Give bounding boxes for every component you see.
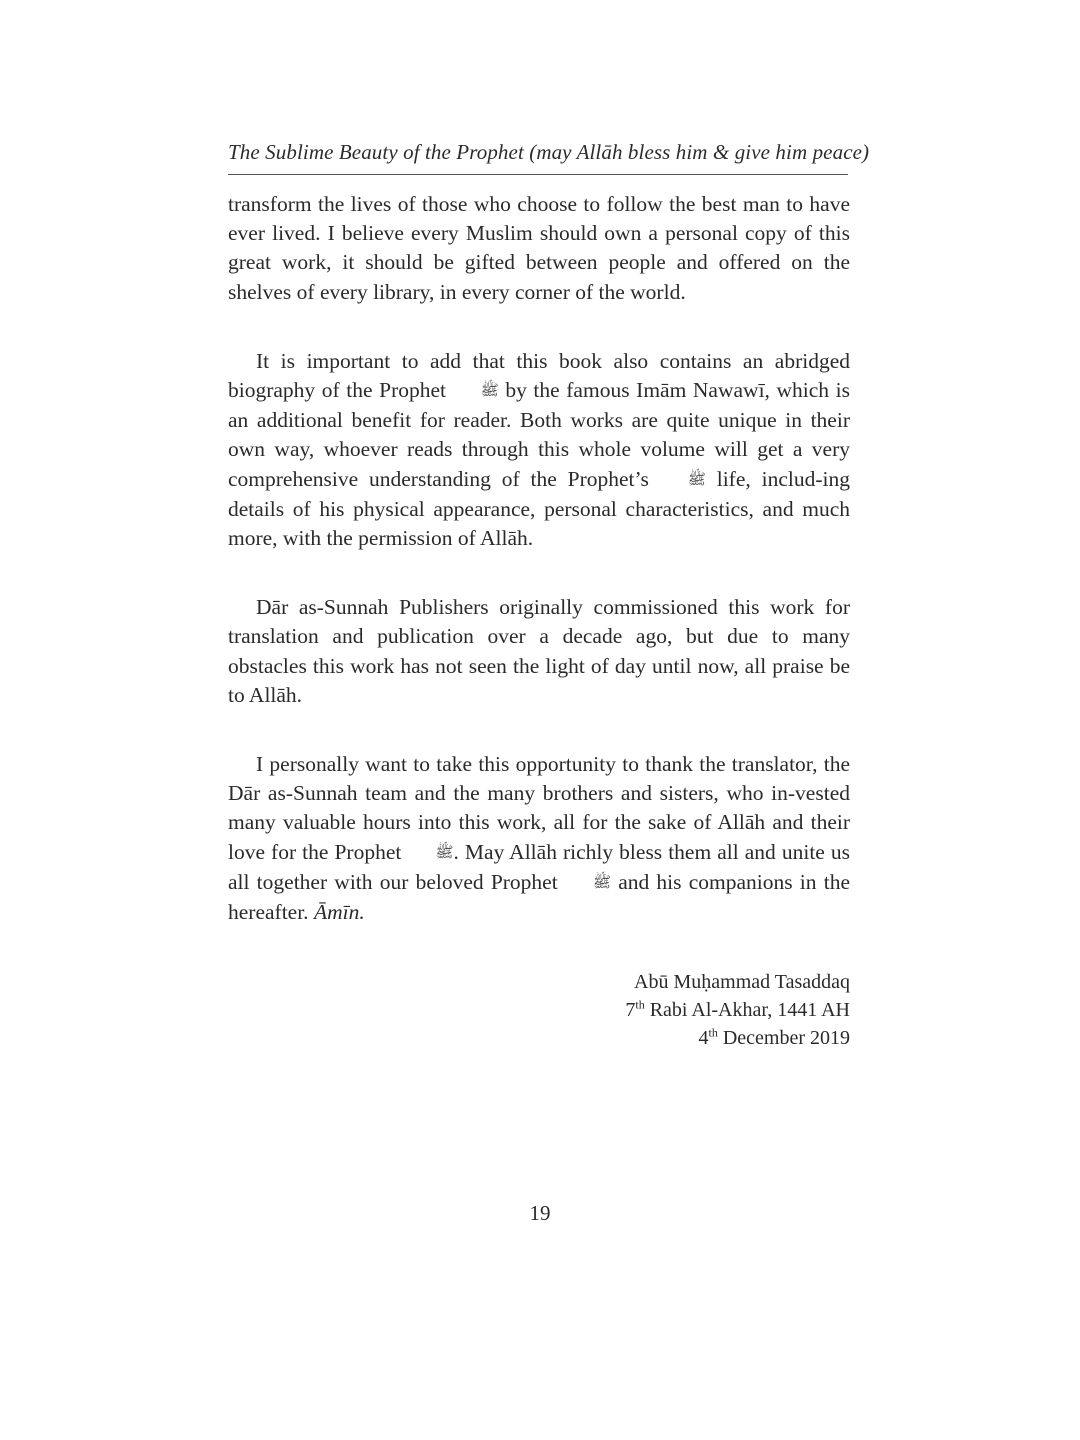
signature-author: Abū Muḥammad Tasaddaq xyxy=(634,971,850,993)
signature-block xyxy=(528,968,850,1052)
paragraph-4-part1: I personally want to take this opportunity to thank the translator, the Dār as-Sunnah team and the many brothers and sisters, who in-vested many valuable hours into this work, all for the sake of Allāh and their love for the Prophet xyxy=(228,752,850,864)
signature-hijri-date xyxy=(528,996,850,1024)
hijri-rest: Rabi Al-Akhar, 1441 AH xyxy=(644,999,850,1021)
paragraph-2-part1: It is important to add that this book also contains an abridged biography of the Prophet xyxy=(228,348,850,403)
body-text xyxy=(228,190,850,967)
salutation-symbol: ﷺ xyxy=(687,471,706,488)
header-rule xyxy=(228,174,848,175)
page-number: 19 xyxy=(529,1201,551,1225)
hijri-day: 7 xyxy=(625,999,636,1021)
salutation-symbol: ﷺ xyxy=(480,383,499,400)
paragraph-4-part2: . May Allāh richly bless them all and unite us all together with our beloved Prophet xyxy=(228,839,850,894)
greg-day: 4 xyxy=(698,1027,709,1049)
greg-day-suffix: th xyxy=(708,1025,718,1040)
signature-gregorian-date xyxy=(528,1024,850,1052)
closing-amin: Āmīn. xyxy=(313,900,365,925)
paragraph-4-part3: and his companions in the hereafter. xyxy=(228,869,850,925)
paragraph-2-part3: life, includ-ing details of his physical appearance, personal characteristics, and much more, with the permission of Allāh. xyxy=(228,466,850,551)
paragraph-1 xyxy=(228,190,850,307)
salutation-symbol: ﷺ xyxy=(592,874,612,891)
paragraph-1-text: transform the lives of those who choose to follow the best man to have ever lived. I believe every Muslim should own a personal copy of this great work, it should be gifted between people and offered on the shelves of every library, in every corner of the world. xyxy=(228,192,850,304)
hijri-day-suffix: th xyxy=(635,997,645,1012)
salutation-symbol: ﷺ xyxy=(435,844,454,861)
paragraph-4 xyxy=(228,750,850,927)
paragraph-3 xyxy=(228,593,850,710)
paragraph-2 xyxy=(228,347,850,553)
paragraph-3-text: Dār as-Sunnah Publishers originally commissioned this work for translation and publication over a decade ago, but due to many obstacles this work has not seen the light of day until now, all praise be to Allāh. xyxy=(228,595,850,707)
running-header: The Sublime Beauty of the Prophet (may Allāh bless him & give him peace) xyxy=(228,140,870,164)
paragraph-2-part2: by the famous Imām Nawawī, which is an additional benefit for reader. Both works are quite unique in their own way, whoever reads through this whole volume will get a very comprehensive understanding of the Prophet’s xyxy=(228,378,850,491)
greg-rest: December 2019 xyxy=(717,1027,850,1049)
